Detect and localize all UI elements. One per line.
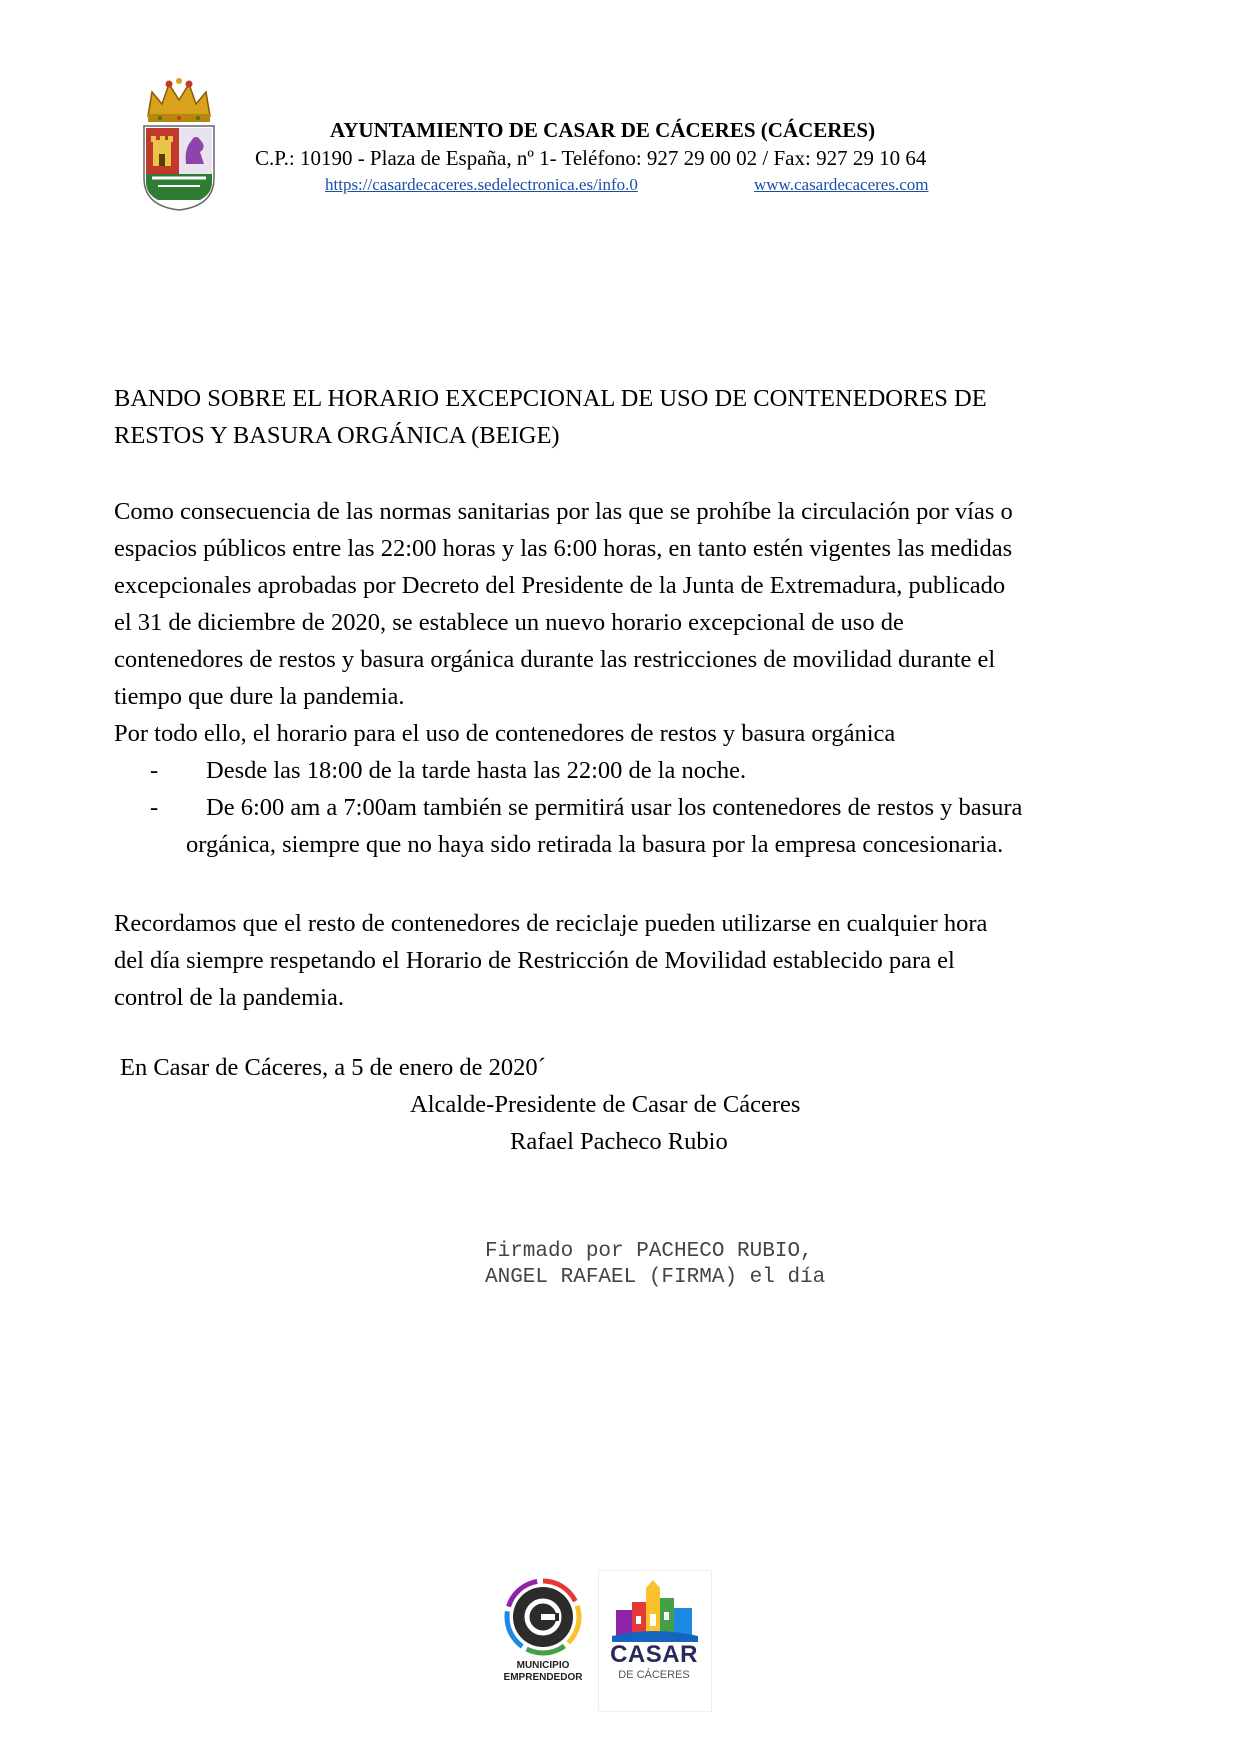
casar-logo-sublabel: DE CÁCERES [618,1669,690,1681]
signer-name: Rafael Pacheco Rubio [510,1128,728,1155]
sede-electronica-link[interactable]: https://casardecaceres.sedelectronica.es/info.0 [325,175,638,194]
bullet-dash: - [150,794,159,821]
bullet-text: Desde las 18:00 de la tarde hasta las 22:00 de la noche. [206,757,747,784]
list-item [114,752,1174,789]
paragraph-line: el 31 de diciembre de 2020, se establece un nuevo horario excepcional de uso de [114,609,904,636]
header-address: C.P.: 10190 - Plaza de España, nº 1- Teléfono: 927 29 00 02 / Fax: 927 29 10 64 [255,146,927,170]
paragraph-line: tiempo que dure la pandemia. [114,683,405,710]
casar-logo-label: CASAR [610,1641,698,1668]
bullet-text: De 6:00 am a 7:00am también se permitirá usar los contenedores de restos y basura [206,794,1023,821]
coat-of-arms-icon [138,78,220,212]
paragraph-line: Recordamos que el resto de contenedores de reciclaje pueden utilizarse en cualquier hora [114,910,988,937]
paragraph-line: excepcionales aprobadas por Decreto del Presidente de la Junta de Extremadura, publicado [114,572,1006,599]
bullet-dash: - [150,757,159,784]
signer-title: Alcalde-Presidente de Casar de Cáceres [410,1091,801,1118]
paragraph-line: Por todo ello, el horario para el uso de contenedores de restos y basura orgánica [114,720,896,747]
digital-signature-line: ANGEL RAFAEL (FIRMA) el día [485,1266,826,1289]
website-link[interactable]: www.casardecaceres.com [754,175,929,194]
paragraph-line: espacios públicos entre las 22:00 horas y las 6:00 horas, en tanto estén vigentes las medidas [114,535,1013,562]
place-date: En Casar de Cáceres, a 5 de enero de 2020´ [120,1054,546,1081]
document-heading [114,380,1164,454]
digital-signature-line: Firmado por PACHECO RUBIO, [485,1240,813,1263]
paragraph-main [114,493,1164,752]
bullet-text-continuation: orgánica, siempre que no haya sido retirada la basura por la empresa concesionaria. [186,831,1004,858]
emprendedor-label: EMPRENDEDOR [503,1672,583,1683]
paragraph-line: del día siempre respetando el Horario de Restricción de Movilidad establecido para el [114,947,955,974]
paragraph-line: contenedores de restos y basura orgánica durante las restricciones de movilidad durante el [114,646,996,673]
paragraph-line: Como consecuencia de las normas sanitarias por las que se prohíbe la circulación por vías o [114,498,1013,525]
casar-de-caceres-logo [612,1580,698,1642]
heading-line: BANDO SOBRE EL HORARIO EXCEPCIONAL DE USO DE CONTENEDORES DE [114,385,987,412]
paragraph-reminder [114,905,1164,1016]
heading-line: RESTOS Y BASURA ORGÁNICA (BEIGE) [114,422,560,449]
header-title: AYUNTAMIENTO DE CASAR DE CÁCERES (CÁCERES) [330,118,876,142]
paragraph-line: control de la pandemia. [114,984,344,1011]
emprendedor-label: MUNICIPIO [516,1660,570,1671]
list-item [114,789,1174,863]
